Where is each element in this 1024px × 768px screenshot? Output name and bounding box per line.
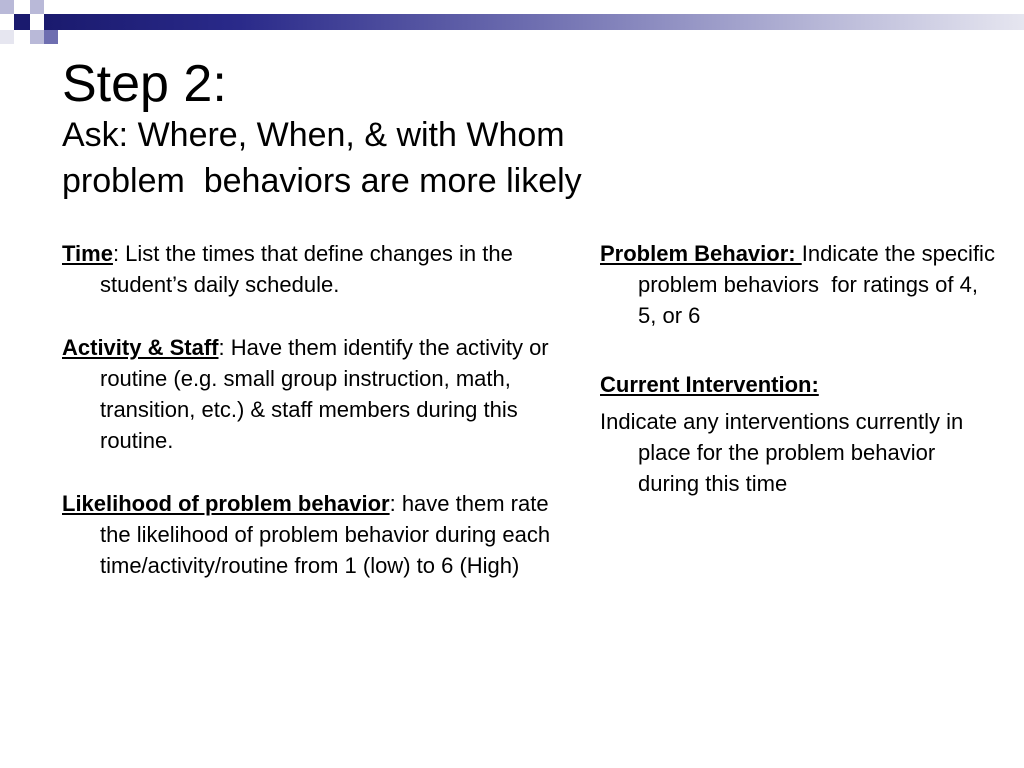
bullet-likelihood-body: : have them rate the likelihood of problem behavior during each time/activity/routine from 1 (low) to 6 (High) xyxy=(100,491,557,578)
corner-square-4 xyxy=(14,14,30,30)
title-line-2: problem behaviors are more likely xyxy=(62,162,582,200)
corner-square-1 xyxy=(0,0,14,14)
current-intervention-heading: Current Intervention: xyxy=(600,372,819,397)
bullet-problem-behavior xyxy=(600,238,1000,331)
slide-title xyxy=(62,56,962,204)
bullet-time-heading: Time xyxy=(62,241,113,266)
bullet-likelihood-heading: Likelihood of problem behavior xyxy=(62,491,390,516)
bullet-intervention-detail: Indicate any interventions currently in place for the problem behavior during this time xyxy=(600,409,970,496)
problem-behavior-body: Indicate the specific problem behaviors for ratings of 4, 5, or 6 xyxy=(638,241,1002,328)
corner-square-7 xyxy=(0,30,14,44)
corner-square-6 xyxy=(44,30,58,44)
corner-square-3 xyxy=(30,0,44,14)
bullet-likelihood xyxy=(62,488,562,581)
bullet-activity-body: : Have them identify the activity or routine (e.g. small group instruction, math, transition, etc.) & staff members during this routine. xyxy=(100,335,555,453)
right-column xyxy=(600,238,1000,531)
left-column xyxy=(62,238,562,613)
bullet-activity-heading: Activity & Staff xyxy=(62,335,219,360)
corner-square-5 xyxy=(30,30,44,44)
bullet-current-intervention xyxy=(600,369,1000,400)
header-gradient-bar xyxy=(44,14,1024,30)
problem-behavior-heading: Problem Behavior: xyxy=(600,241,802,266)
title-main: Step 2: xyxy=(62,55,227,113)
corner-square-2 xyxy=(14,0,30,14)
bullet-activity-staff xyxy=(62,332,562,456)
title-line-1: Ask: Where, When, & with Whom xyxy=(62,116,565,154)
bullet-time xyxy=(62,238,562,300)
bullet-time-body: : List the times that define changes in the student’s daily schedule. xyxy=(100,241,519,297)
